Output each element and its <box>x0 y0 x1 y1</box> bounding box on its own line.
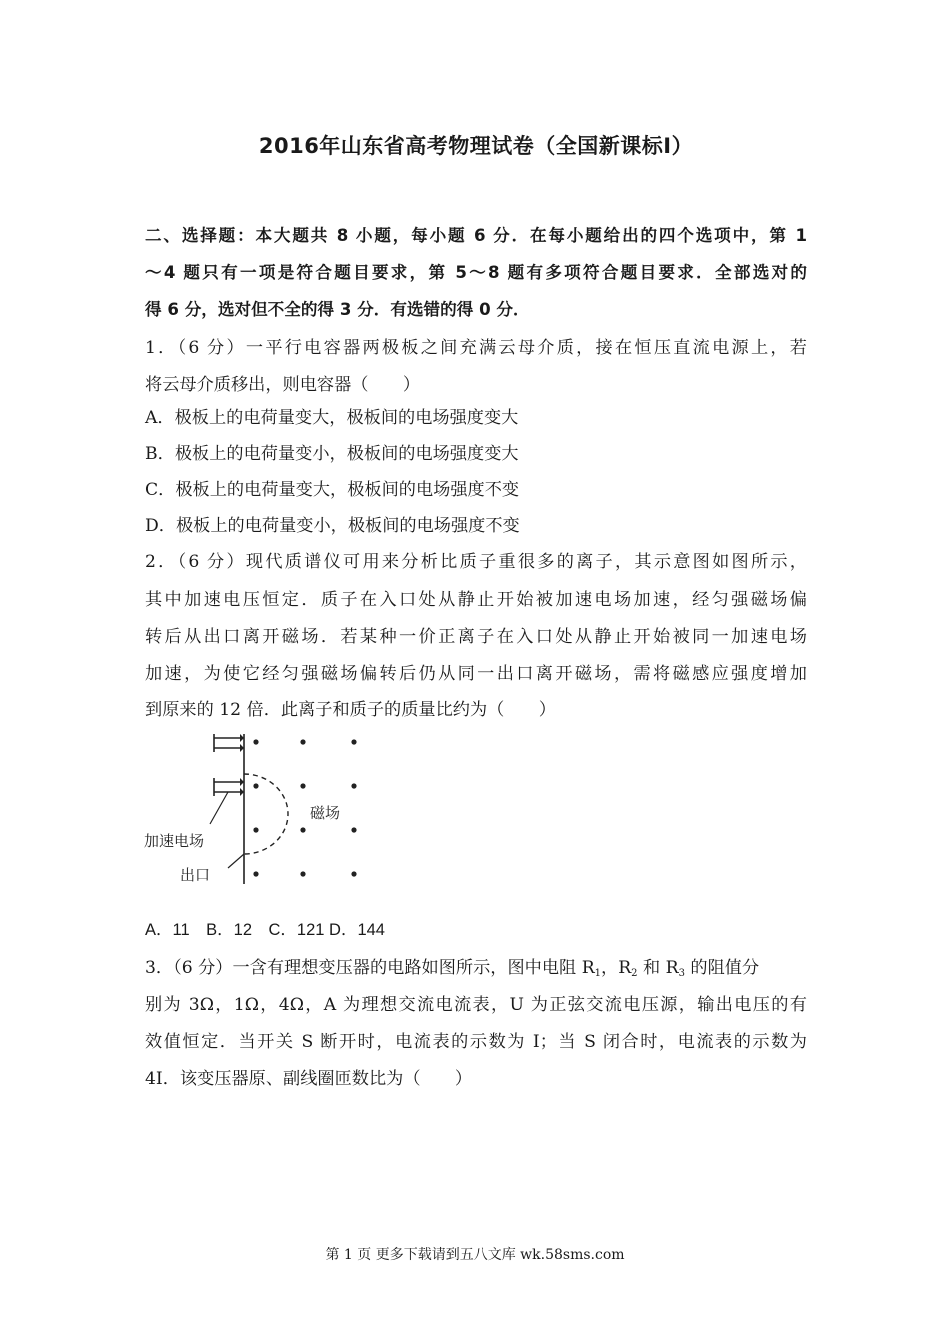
q1-option-c: C．极板上的电荷量变大，极板间的电场强度不变 <box>145 480 520 500</box>
page-title: 2016年山东省高考物理试卷（全国新课标Ⅰ） <box>258 134 694 158</box>
r1-subscript: 1 <box>594 968 602 979</box>
q2-line-1: 2．（6 分）现代质谱仪可用来分析比质子重很多的离子，其示意图如图所示， <box>145 552 807 572</box>
page-footer: 第 1 页 更多下载请到五八文库 wk.58sms.com <box>325 1247 625 1263</box>
q1-option-b: B．极板上的电荷量变小，极板间的电场强度变大 <box>145 444 519 464</box>
q1-line-2: 将云母介质移出，则电容器（ ） <box>145 375 421 395</box>
q3-line-3: 效值恒定．当开关 S 断开时，电流表的示数为 I；当 S 闭合时，电流表的示数为 <box>145 1032 807 1052</box>
q3-line-1-d: 的阻值分 <box>684 958 760 978</box>
r3-subscript: 3 <box>678 968 685 979</box>
q3-line-1-c: 和 R <box>637 958 679 978</box>
section-line-2: ～4 题只有一项是符合题目要求，第 5～8 题有多项符合题目要求．全部选对的 <box>145 263 807 282</box>
section-line-1: 二、选择题：本大题共 8 小题，每小题 6 分．在每小题给出的四个选项中，第 1 <box>145 226 807 245</box>
q2-line-5: 到原来的 12 倍．此离子和质子的质量比约为（ ） <box>145 700 556 720</box>
label-magnetic-field: 磁场 <box>310 804 341 822</box>
q1-option-d: D．极板上的电荷量变小，极板间的电场强度不变 <box>145 516 520 536</box>
label-accel-field: 加速电场 <box>144 832 205 850</box>
q3-line-1-a: 3．（6 分）一含有理想变压器的电路如图所示，图中电阻 R <box>145 958 595 978</box>
q2-line-3: 转后从出口离开磁场．若某种一价正离子在入口处从静止开始被同一加速电场 <box>145 627 807 647</box>
q3-line-4: 4I．该变压器原、副线圈匝数比为（ ） <box>145 1069 473 1089</box>
section-line-3: 得 6 分，选对但不全的得 3 分．有选错的得 0 分． <box>145 300 530 319</box>
mass-spectrometer-diagram <box>140 728 370 888</box>
label-exit: 出口 <box>180 866 211 884</box>
q3-line-1 <box>145 953 807 979</box>
q2-line-4: 加速，为使它经匀强磁场偏转后仍从同一出口离开磁场，需将磁感应强度增加 <box>145 664 807 684</box>
q1-option-a: A．极板上的电荷量变大，极板间的电场强度变大 <box>145 408 519 428</box>
q3-line-1-b: ，R <box>601 958 632 978</box>
r2-subscript: 2 <box>631 968 638 979</box>
q1-line-1: 1．（6 分）一平行电容器两极板之间充满云母介质，接在恒压直流电源上，若 <box>145 338 807 358</box>
q3-line-2: 别为 3Ω，1Ω，4Ω，A 为理想交流电流表，U 为正弦交流电压源，输出电压的有 <box>145 995 807 1015</box>
q2-line-2: 其中加速电压恒定．质子在入口处从静止开始被加速电场加速，经匀强磁场偏 <box>145 590 807 610</box>
q2-options: A．11 B．12 C．121 D．144 <box>145 921 385 939</box>
